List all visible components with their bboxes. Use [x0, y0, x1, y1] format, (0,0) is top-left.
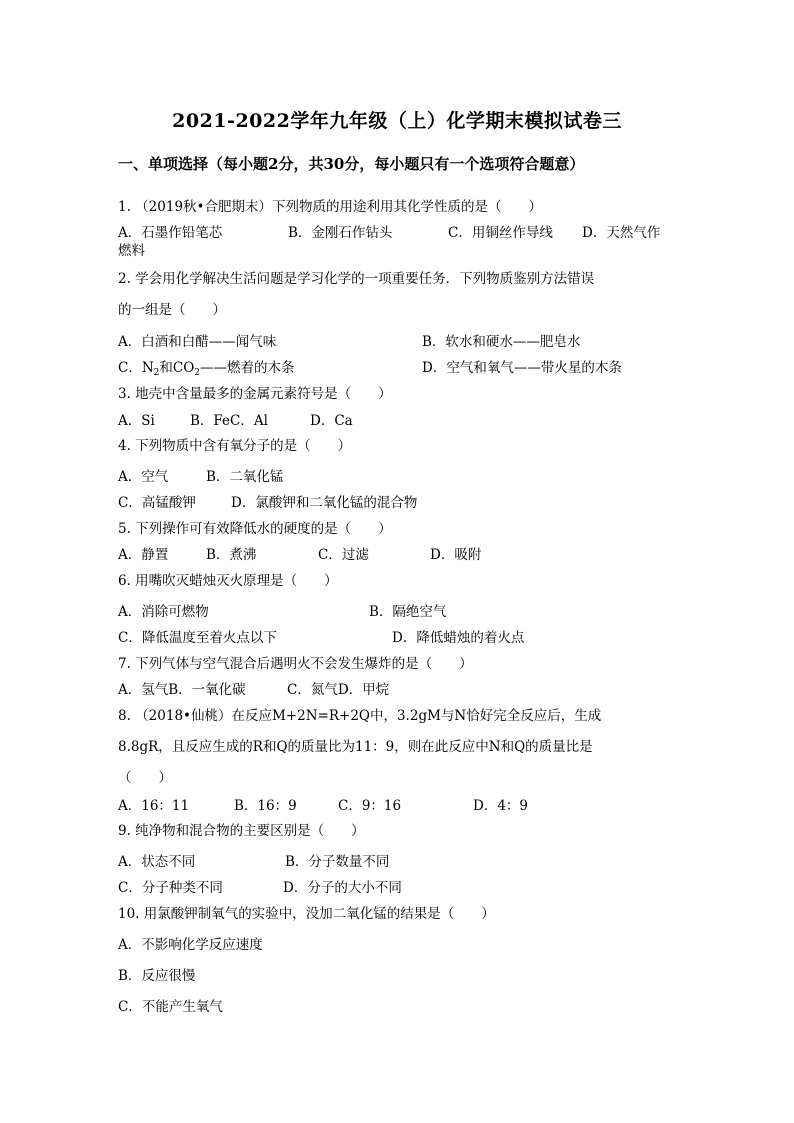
q1-option-d-continued: 燃料	[118, 243, 145, 259]
q6-option-a: A．消除可燃物	[118, 604, 209, 620]
q2-option-b: B．软水和硬水——肥皂水	[422, 334, 581, 350]
q3-stem: 3. 地壳中含量最多的金属元素符号是（ ）	[118, 386, 392, 402]
q8-option-c: C．9：16	[338, 798, 402, 814]
q10-stem: 10. 用氯酸钾制氧气的实验中，没加二氧化锰的结果是（ ）	[118, 906, 495, 922]
q5-option-a: A．静置	[118, 547, 169, 563]
q10-option-a: A．不影响化学反应速度	[118, 937, 263, 953]
page-title: 2021-2022学年九年级（上）化学期末模拟试卷三	[172, 110, 622, 132]
q6-option-c: C．降低温度至着火点以下	[118, 630, 277, 646]
q9-option-c: C．分子种类不同	[118, 880, 223, 896]
q3-option-d: D．Ca	[310, 413, 353, 429]
q5-option-c: C．过滤	[318, 547, 369, 563]
q8-option-d: D．4：9	[473, 798, 529, 814]
q6-option-d: D．降低蜡烛的着火点	[392, 630, 525, 646]
q4-option-a: A．空气	[118, 469, 169, 485]
q3-option-bc: B．FeC．Al	[190, 413, 268, 429]
q1-option-c: C．用铜丝作导线	[448, 225, 553, 241]
q2-option-a: A．白酒和白醋——闻气味	[118, 334, 277, 350]
q7-option-ab: A．氢气B．一氧化碳	[118, 682, 246, 698]
q8-option-b: B．16：9	[234, 798, 297, 814]
q10-option-b: B．反应很慢	[118, 968, 196, 984]
q8-option-a: A．16：11	[118, 798, 190, 814]
q4-option-b: B．二氧化锰	[206, 469, 284, 485]
q7-option-cd: C．氮气D．甲烷	[287, 682, 390, 698]
q6-stem: 6. 用嘴吹灭蜡烛灭火原理是（ ）	[118, 573, 338, 589]
q1-option-b: B．金刚石作钻头	[288, 225, 393, 241]
q9-option-b: B．分子数量不同	[285, 854, 390, 870]
q3-option-a: A．Si	[118, 413, 155, 429]
q4-option-d: D．氯酸钾和二氧化锰的混合物	[231, 495, 418, 511]
q7-stem: 7. 下列气体与空气混合后遇明火不会发生爆炸的是（ ）	[118, 656, 473, 672]
q9-stem: 9. 纯净物和混合物的主要区别是（ ）	[118, 823, 365, 839]
q2-stem-line2: 的一组是（ ）	[118, 302, 226, 318]
q8-stem-line1: 8. （2018•仙桃）在反应M+2N=R+2Q中，3.2gM与N恰好完全反应后，生成	[118, 708, 602, 724]
q9-option-d: D．分子的大小不同	[283, 880, 402, 896]
q2-option-d: D．空气和氧气——带火星的木条	[422, 360, 622, 376]
q10-option-c: C．不能产生氧气	[118, 999, 223, 1015]
q1-option-d: D．天然气作	[582, 225, 661, 241]
q1-option-a: A．石墨作铅笔芯	[118, 225, 223, 241]
q5-stem: 5. 下列操作可有效降低水的硬度的是（ ）	[118, 521, 392, 537]
q1-stem: 1. （2019秋•合肥期末）下列物质的用途利用其化学性质的是（ ）	[118, 199, 542, 215]
q4-stem: 4. 下列物质中含有氧分子的是（ ）	[118, 438, 352, 454]
q8-stem-line2: 8.8gR，且反应生成的R和Q的质量比为11：9，则在此反应中N和Q的质量比是	[118, 739, 593, 755]
q4-option-c: C．高锰酸钾	[118, 495, 196, 511]
section-heading: 一、单项选择（每小题2分，共30分，每小题只有一个选项符合题意）	[118, 155, 585, 173]
q5-option-b: B．煮沸	[206, 547, 257, 563]
q2-stem-line1: 2. 学会用化学解决生活问题是学习化学的一项重要任务．下列物质鉴别方法错误	[118, 271, 595, 287]
q5-option-d: D．吸附	[430, 547, 482, 563]
q2-option-c: C．$N_2$和$CO_2——$燃着的木条	[118, 360, 295, 378]
q9-option-a: A．状态不同	[118, 854, 196, 870]
q6-option-b: B．隔绝空气	[369, 604, 447, 620]
q8-stem-line3: （ ）	[118, 770, 172, 786]
